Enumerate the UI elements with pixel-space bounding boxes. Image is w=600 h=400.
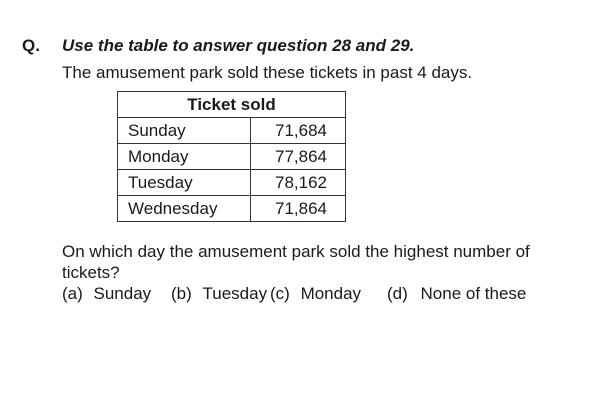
- table-row: [118, 144, 346, 170]
- option-text: Monday: [300, 284, 362, 303]
- option-c[interactable]: [270, 284, 361, 304]
- option-label: (a): [62, 284, 83, 303]
- tickets-cell: 77,864: [251, 144, 346, 170]
- table-header-row: [118, 92, 346, 118]
- day-cell: Wednesday: [118, 196, 251, 222]
- option-a[interactable]: [62, 284, 151, 304]
- tickets-table: [117, 91, 346, 222]
- question-intro: The amusement park sold these tickets in past 4 days.: [62, 63, 473, 82]
- option-text: Sunday: [93, 284, 152, 303]
- table-row: [118, 118, 346, 144]
- table-header: Ticket sold: [118, 92, 346, 118]
- question-prompt: On which day the amusement park sold the highest number of tickets?: [62, 242, 530, 282]
- option-label: (c): [270, 284, 290, 303]
- option-b[interactable]: [171, 284, 267, 304]
- option-d[interactable]: [387, 284, 526, 304]
- option-label: (b): [171, 284, 192, 303]
- tickets-cell: 78,162: [251, 170, 346, 196]
- question-instruction: Use the table to answer question 28 and 29.: [62, 36, 415, 55]
- option-text: None of these: [420, 284, 527, 303]
- question-number: Q.: [22, 36, 40, 55]
- tickets-cell: 71,684: [251, 118, 346, 144]
- day-cell: Tuesday: [118, 170, 251, 196]
- tickets-cell: 71,864: [251, 196, 346, 222]
- table-row: [118, 196, 346, 222]
- table-row: [118, 170, 346, 196]
- option-text: Tuesday: [202, 284, 268, 303]
- day-cell: Sunday: [118, 118, 251, 144]
- option-label: (d): [387, 284, 408, 303]
- day-cell: Monday: [118, 144, 251, 170]
